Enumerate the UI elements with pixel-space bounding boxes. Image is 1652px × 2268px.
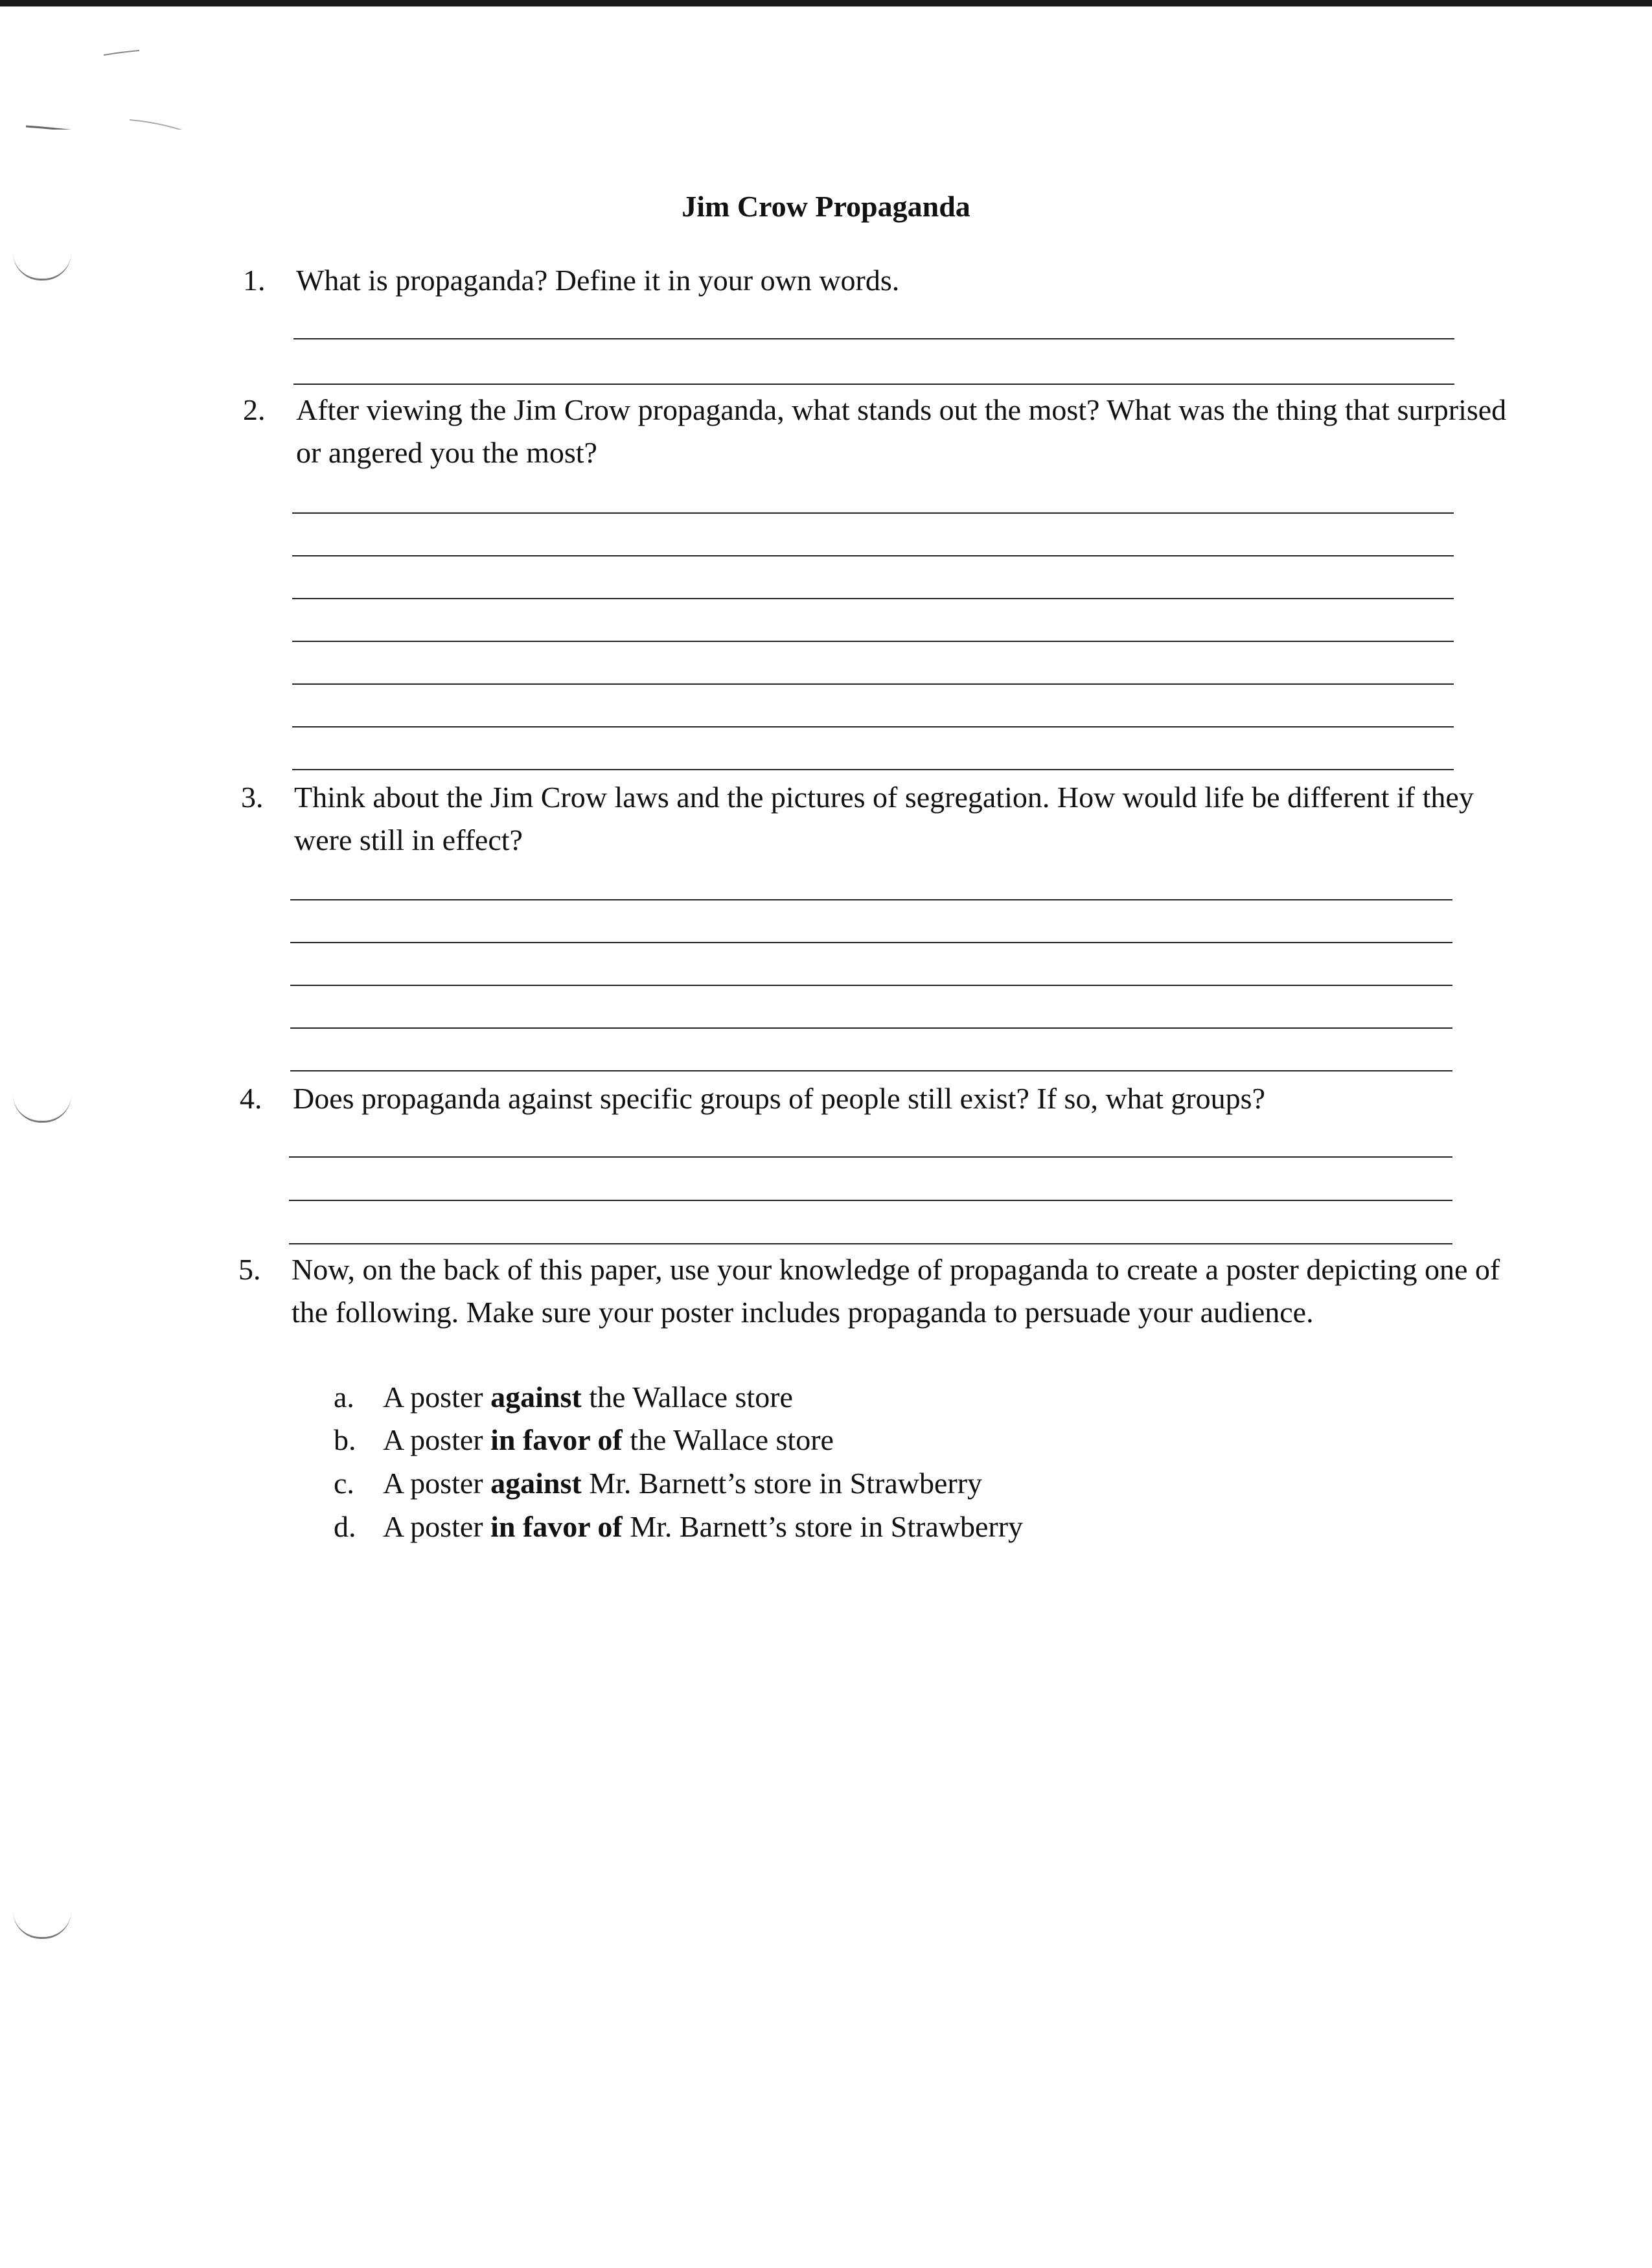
binder-hole-mark [13,1095,71,1123]
question-text: Think about the Jim Crow laws and the pictures of segregation. How would life be different if they were still in effect? [294,781,1474,856]
answer-line[interactable] [290,942,1452,943]
option-text: A poster against the Wallace store [383,1380,793,1414]
answer-line[interactable] [290,985,1452,986]
option-text: A poster in favor of Mr. Barnett’s store in Strawberry [383,1510,1024,1543]
answer-line[interactable] [292,555,1454,556]
option-emphasis: in favor of [490,1423,623,1456]
option-text: A poster against Mr. Barnett’s store in Strawberry [383,1467,983,1500]
answer-line[interactable] [292,769,1454,770]
question-number: 5. [238,1253,261,1286]
option-emphasis: against [490,1380,582,1414]
answer-line[interactable] [292,683,1454,685]
option-emphasis: in favor of [490,1510,623,1543]
option-text: A poster in favor of the Wallace store [383,1423,834,1456]
option-letter: a. [334,1380,354,1414]
page-title: Jim Crow Propaganda [682,190,970,223]
question-number: 2. [243,393,266,426]
question-text: Does propaganda against specific groups of people still exist? If so, what groups? [293,1082,1265,1115]
answer-line[interactable] [289,1156,1452,1158]
question-number: 4. [240,1082,262,1115]
answer-line[interactable] [292,726,1454,727]
answer-line[interactable] [289,1200,1452,1201]
question-number: 3. [241,781,264,814]
answer-line[interactable] [292,641,1454,642]
answer-line[interactable] [293,384,1454,385]
option-letter: b. [334,1423,356,1456]
answer-line[interactable] [292,512,1454,514]
answer-line[interactable] [290,899,1452,900]
answer-line[interactable] [290,1070,1452,1071]
binder-hole-mark [13,253,71,281]
question-number: 1. [243,264,266,297]
question-text: After viewing the Jim Crow propaganda, what stands out the most? What was the thing that surprised or angered you the most? [296,393,1507,469]
binder-hole-mark [13,1911,71,1939]
answer-line[interactable] [292,598,1454,599]
answer-line[interactable] [289,1243,1452,1244]
stray-pen-mark [0,26,220,130]
option-letter: c. [334,1467,354,1500]
question-text: What is propaganda? Define it in your own words. [296,264,900,297]
scan-edge [0,0,1652,6]
answer-line[interactable] [290,1027,1452,1029]
option-letter: d. [334,1510,356,1543]
option-emphasis: against [490,1467,582,1500]
answer-line[interactable] [293,338,1454,339]
question-text: Now, on the back of this paper, use your knowledge of propaganda to create a poster depicting one of the following. Make sure your poster includes propaganda to persuade your audience. [292,1253,1500,1329]
